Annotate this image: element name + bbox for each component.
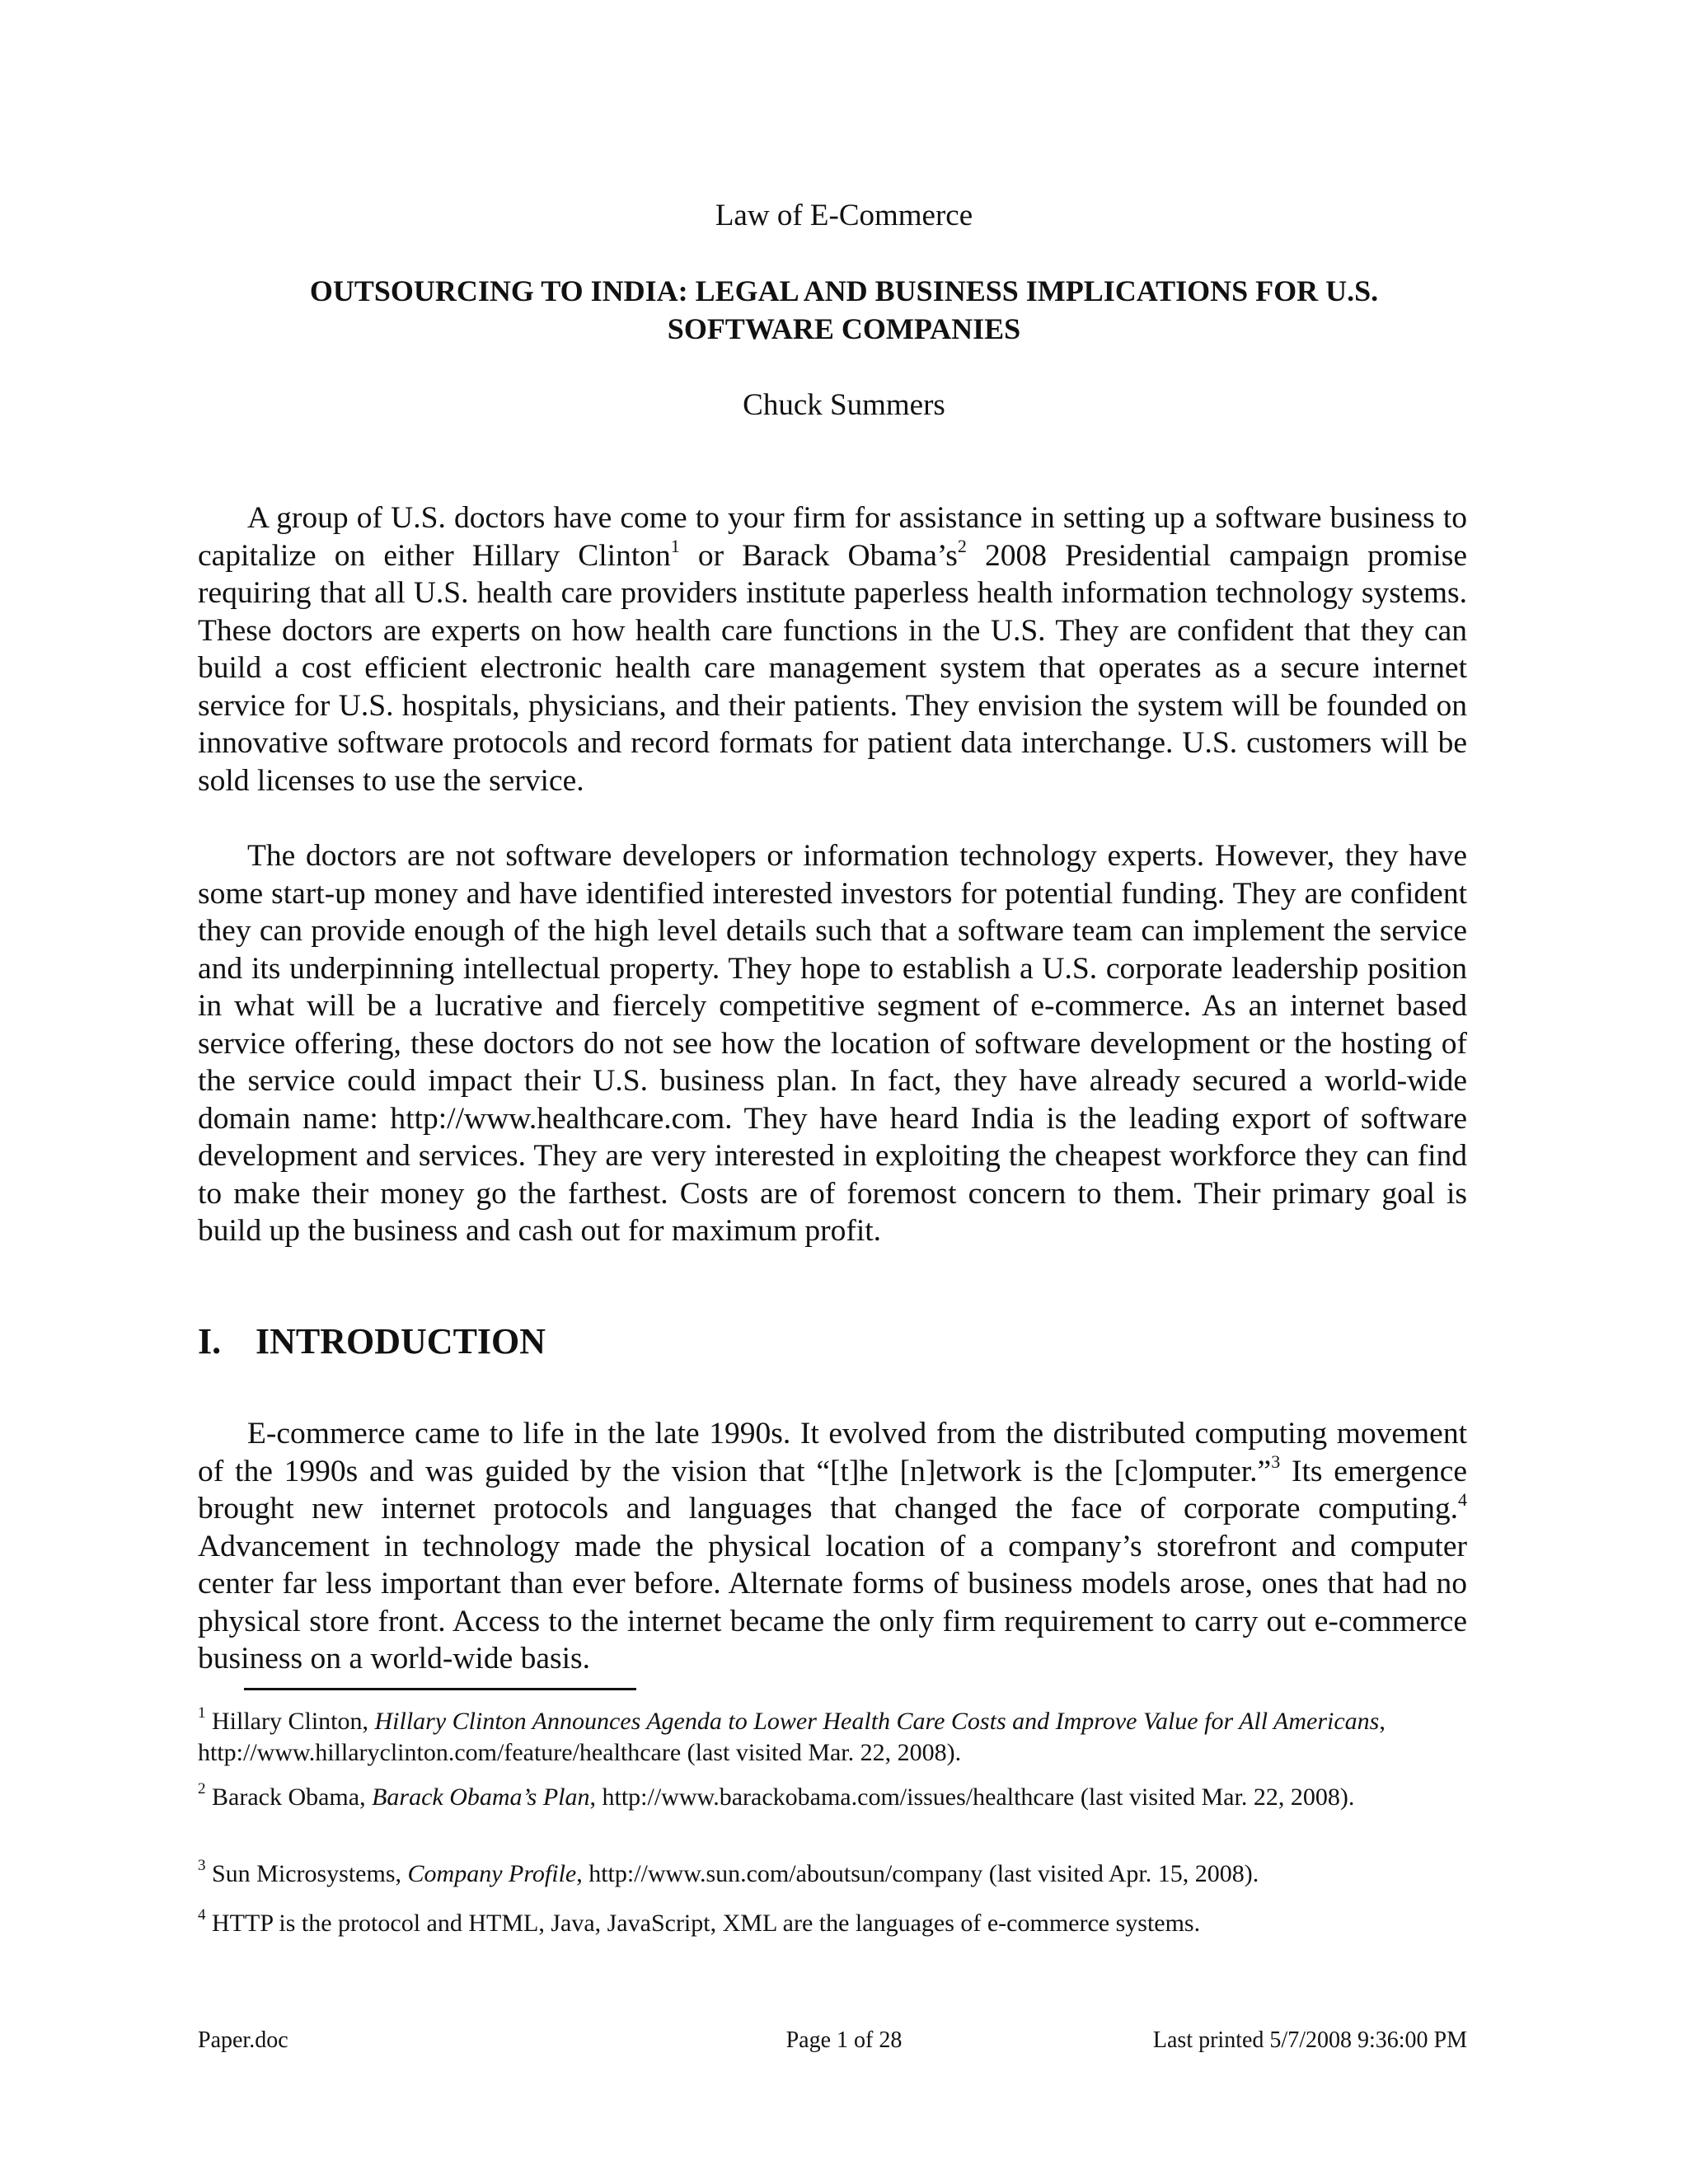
section-number: I.: [198, 1321, 222, 1361]
footnote-text: , http://www.barackobama.com/issues/healthcare (last visited Mar. 22, 2008).: [589, 1783, 1355, 1811]
footnote-text: , http://www.hillaryclinton.com/feature/healthcare (last visited Mar. 22, 2008).: [198, 1708, 1386, 1766]
paragraph-3-text-a: E-commerce came to life in the late 1990s. It evolved from the distributed computing movement of the 1990s and was guided by the vision that “[t]he [n]etwork is the [c]omputer.”: [198, 1417, 1467, 1488]
footnote-separator: [244, 1688, 636, 1690]
footnote-ref-2: 2: [957, 536, 967, 556]
footnote-2: [198, 1782, 1451, 1813]
paragraph-1: [198, 499, 1467, 799]
footnote-1: [198, 1706, 1451, 1769]
paragraph-3-text-c: Advancement in technology made the physical location of a company’s storefront and computer center far less important than ever before. Alternate forms of business models arose, ones that had no physical store front. Access to the internet became the only firm requirement to carry out e-commerce business on a world-wide basis.: [198, 1529, 1467, 1675]
footnote-text: Sun Microsystems,: [205, 1860, 408, 1887]
footnote-3: [198, 1858, 1451, 1890]
paragraph-1-text-a: A group of U.S. doctors have come to your firm for assistance in setting up a software business to capitalize on either Hillary Clinton: [198, 501, 1467, 573]
paper-title-line-2: SOFTWARE COMPANIES: [667, 312, 1021, 345]
paragraph-3: [198, 1415, 1467, 1678]
footnote-citation-title: Company Profile: [407, 1860, 577, 1887]
footnote-text: , http://www.sun.com/aboutsun/company (last visited Apr. 15, 2008).: [576, 1860, 1259, 1887]
footer-last-printed: Last printed 5/7/2008 9:36:00 PM: [1152, 2027, 1467, 2053]
footnote-text: Barack Obama,: [205, 1783, 373, 1811]
paper-title: [198, 272, 1490, 348]
paragraph-1-text-b: or Barack Obama’s: [679, 538, 958, 573]
section-title: INTRODUCTION: [256, 1321, 546, 1361]
footnote-number: 2: [198, 1780, 206, 1797]
footer-filename: Paper.doc: [198, 2027, 288, 2053]
paragraph-3-text-b: Its emergence brought new internet protocols and languages that changed the face of corporate computing.: [198, 1454, 1467, 1526]
footnote-citation-title: Barack Obama’s Plan: [372, 1783, 590, 1811]
section-heading-introduction: [198, 1319, 546, 1365]
footnote-ref-3: 3: [1271, 1451, 1281, 1472]
footnote-ref-4: 4: [1458, 1488, 1467, 1510]
paragraph-2-text: The doctors are not software developers or information technology experts. However, they have some start-up money and have identified interested investors for potential funding. They are confident they can provide enough of the high level details such that a software team can implement the service and its underpinning intellectual property. They hope to establish a U.S. corporate leadership position in what will be a lucrative and fiercely competitive segment of e-commerce. As an internet based service offering, these doctors do not see how the location of software development or the hosting of the service could impact their U.S. business plan. In fact, they have already secured a world-wide domain name: http://www.healthcare.com. They have heard India is the leading export of software development and services. They are very interested in exploiting the cheapest workforce they can find to make their money go the farthest. Costs are of foremost concern to them. Their primary goal is build up the business and cash out for maximum profit.: [198, 839, 1467, 1248]
footnote-number: 3: [198, 1857, 206, 1874]
footnote-text: Hillary Clinton,: [205, 1708, 375, 1735]
paragraph-1-text-c: 2008 Presidential campaign promise requiring that all U.S. health care providers institute paperless health information technology systems. These doctors are experts on how health care functions in the U.S. They are confident that they can build a cost efficient electronic health care management system that operates as a secure internet service for U.S. hospitals, physicians, and their patients. They envision the system will be founded on innovative software protocols and record formats for patient data interchange. U.S. customers will be sold licenses to use the service.: [198, 538, 1467, 798]
footer-page-number: Page 1 of 28: [785, 2027, 903, 2053]
author-name: Chuck Summers: [743, 388, 945, 422]
footnote-number: 1: [198, 1704, 206, 1722]
course-name: Law of E-Commerce: [715, 199, 973, 232]
footnote-number: 4: [198, 1906, 206, 1924]
footnote-ref-1: 1: [670, 536, 680, 556]
paragraph-2: [198, 837, 1467, 1250]
footnote-text: HTTP is the protocol and HTML, Java, JavaScript, XML are the languages of e-commerce systems.: [205, 1910, 1201, 1937]
footnote-4: [198, 1908, 1451, 1939]
footnote-citation-title: Hillary Clinton Announces Agenda to Lower Health Care Costs and Improve Value for All Americans: [374, 1708, 1380, 1735]
paper-title-line-1: OUTSOURCING TO INDIA: LEGAL AND BUSINESS IMPLICATIONS FOR U.S.: [309, 274, 1379, 307]
